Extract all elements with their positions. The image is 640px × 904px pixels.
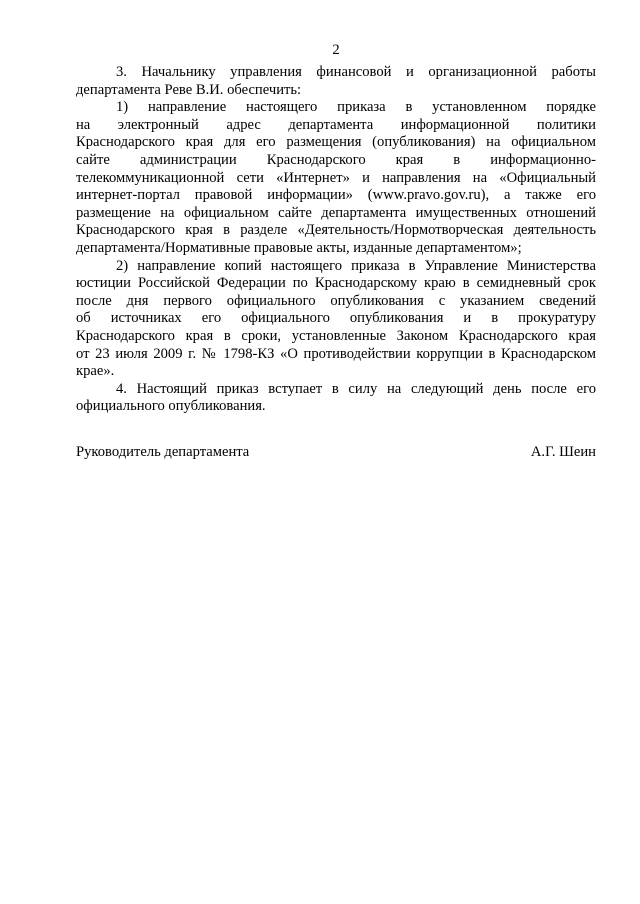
text-line: крае».	[76, 363, 115, 380]
signatory-position: Руководитель департамента	[76, 444, 250, 460]
text-line: 1) направление настоящего приказа в установленном порядке	[116, 99, 596, 116]
text-line: 3. Начальнику управления финансовой и организационной работы	[116, 64, 596, 80]
text-line: сайте администрации Краснодарского края в информационно-	[76, 151, 596, 168]
text-line: официального опубликования.	[76, 398, 266, 415]
text-line: Краснодарского края в сроки, установленные Законом Краснодарского края	[76, 327, 596, 344]
text-line: на электронный адрес департамента информационной политики	[76, 116, 596, 133]
text-line: Краснодарского края в разделе «Деятельность/Нормотворческая деятельность	[76, 222, 596, 239]
text-line: 2) направление копий настоящего приказа в Управление Министерства	[116, 257, 596, 274]
signature-block	[76, 444, 596, 462]
text-line: телекоммуникационной сети «Интернет» и направления на «Официальный	[76, 169, 596, 186]
text-line: интернет-портал правовой информации» (www.pravo.gov.ru), а также его	[76, 187, 596, 204]
text-line: департамента Реве В.И. обеспечить:	[76, 81, 302, 98]
text-line: после дня первого официального опубликования с указанием сведений	[76, 292, 596, 309]
paragraph-subitem-1	[76, 99, 596, 257]
text-line: Краснодарского края для его размещения (опубликования) на официальном	[76, 134, 596, 151]
text-line: размещение на официальном сайте департамента имущественных отношений	[76, 204, 596, 221]
text-line: 4. Настоящий приказ вступает в силу на следующий день после его	[116, 380, 596, 397]
signatory-name: А.Г. Шеин	[530, 444, 596, 460]
paragraph-item-3	[76, 64, 596, 99]
text-line: от 23 июля 2009 г. № 1798-КЗ «О противодействии коррупции в Краснодарском	[76, 345, 596, 362]
text-line: об источниках его официального опубликования и в прокуратуру	[76, 310, 596, 327]
paragraph-item-4	[76, 381, 596, 416]
paragraph-subitem-2	[76, 258, 596, 381]
page-number: 2	[332, 42, 340, 58]
text-line: юстиции Российской Федерации по Краснодарскому краю в семидневный срок	[76, 275, 596, 292]
text-line: департамента/Нормативные правовые акты, изданные департаментом»;	[76, 239, 522, 256]
document-body	[76, 64, 596, 416]
